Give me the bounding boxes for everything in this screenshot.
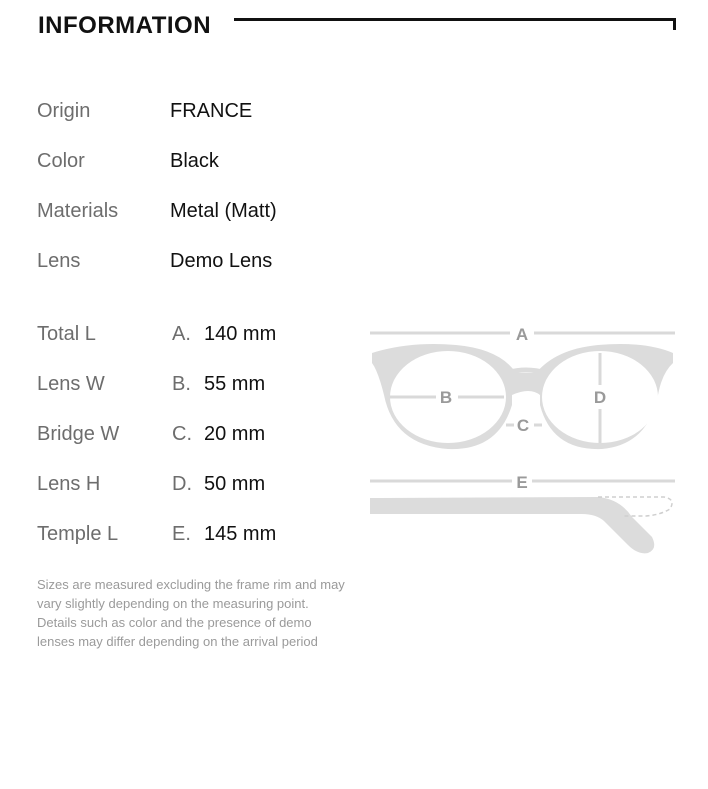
measure-row-total-length: [0, 319, 360, 349]
bridge-icon: [506, 370, 546, 373]
info-value: FRANCE: [170, 100, 253, 122]
info-value: Demo Lens: [170, 250, 273, 272]
dimension-label-e: E: [516, 473, 528, 492]
note-line: Sizes are measured excluding the frame rim and may: [37, 577, 345, 592]
glasses-diagram: [360, 315, 680, 565]
note-line: lenses may differ depending on the arrival period: [37, 634, 318, 649]
info-row-origin: [0, 96, 360, 126]
measure-value: 145 mm: [204, 523, 277, 545]
info-label: Origin: [37, 100, 91, 122]
measure-label: Lens W: [37, 373, 105, 395]
measure-label: Temple L: [37, 523, 119, 545]
dimension-label-a: A: [515, 325, 529, 344]
measure-label: Bridge W: [37, 423, 120, 445]
measure-row-lens-height: [0, 469, 360, 499]
info-value: Black: [170, 150, 219, 172]
note-line: Details such as color and the presence of demo: [37, 615, 312, 630]
measure-label: Lens H: [37, 473, 101, 495]
measure-value: 140 mm: [204, 323, 277, 345]
info-row-color: [0, 146, 360, 176]
info-row-materials: [0, 196, 360, 226]
measure-letter: B.: [172, 373, 191, 395]
dimension-label-b: B: [439, 388, 453, 407]
dimension-label-c: C: [516, 416, 530, 435]
info-value: Metal (Matt): [170, 200, 277, 222]
title-divider: [234, 18, 674, 21]
section-title: INFORMATION: [38, 12, 212, 39]
measure-row-temple-length: [0, 519, 360, 549]
title-divider-end: [673, 18, 676, 30]
measure-letter: A.: [172, 323, 191, 345]
temple-arm-icon: [370, 497, 654, 553]
measure-letter: C.: [172, 423, 192, 445]
measure-row-lens-width: [0, 369, 360, 399]
note-line: vary slightly depending on the measuring point.: [37, 596, 309, 611]
info-row-lens: [0, 246, 360, 276]
disclaimer-note: [37, 575, 367, 651]
info-label: Lens: [37, 250, 81, 272]
measure-row-bridge-width: [0, 419, 360, 449]
measure-letter: E.: [172, 523, 191, 545]
info-label: Materials: [37, 200, 119, 222]
measure-label: Total L: [37, 323, 96, 345]
measure-value: 20 mm: [204, 423, 266, 445]
measure-value: 55 mm: [204, 373, 266, 395]
measure-letter: D.: [172, 473, 192, 495]
measure-value: 50 mm: [204, 473, 266, 495]
info-label: Color: [37, 150, 85, 172]
dimension-label-d: D: [593, 388, 607, 407]
